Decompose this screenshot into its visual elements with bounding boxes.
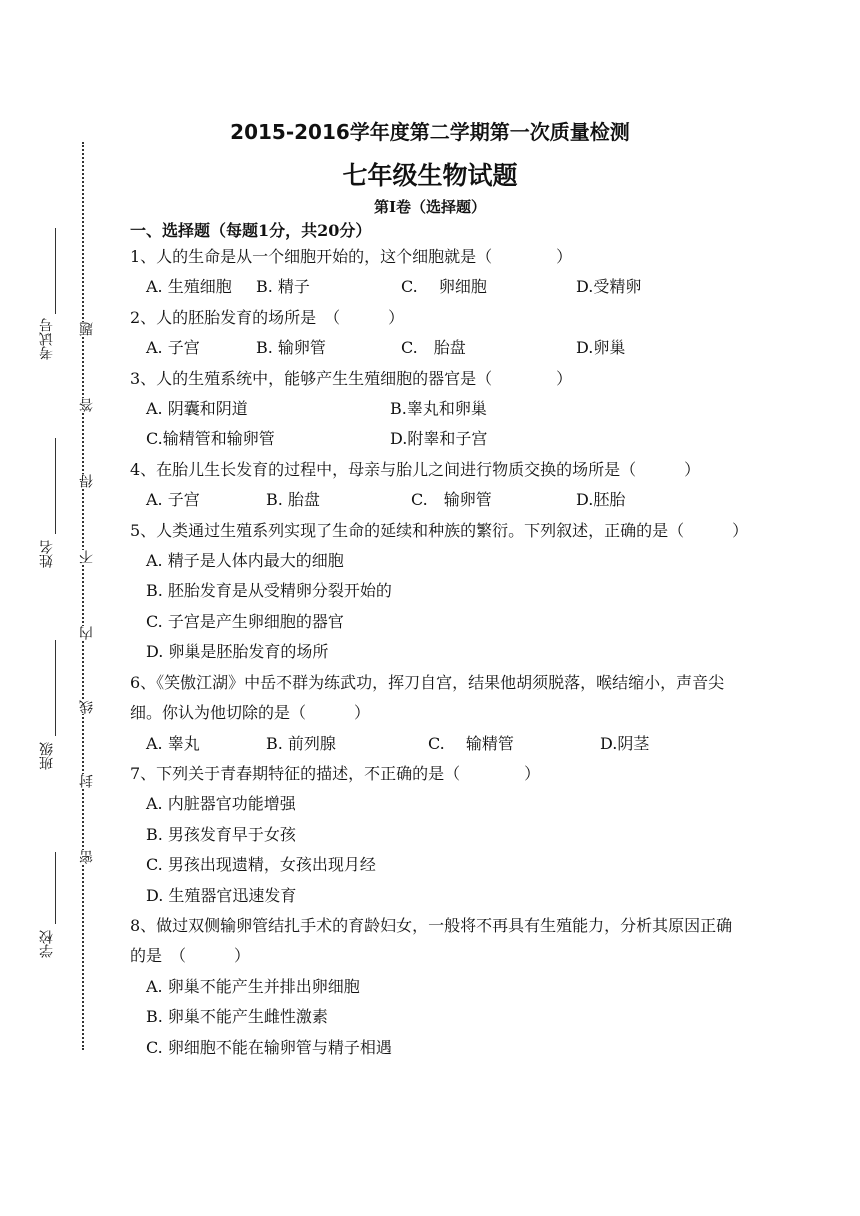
option-b: B. 前列腺	[266, 733, 336, 753]
option-row	[130, 424, 742, 454]
seal-char: 线	[79, 700, 95, 714]
question-stem: 5、人类通过生殖系列实现了生命的延续和种族的繁衍。下列叙述，正确的是（ ）	[130, 520, 749, 540]
student-name-blank	[55, 438, 56, 534]
option-c: C. 卵细胞不能在输卵管与精子相遇	[146, 1037, 392, 1057]
option-a: A. 子宫	[146, 490, 200, 510]
question-2	[130, 303, 742, 364]
option-b: B. 胚胎发育是从受精卵分裂开始的	[146, 581, 392, 601]
option-row	[130, 272, 742, 302]
part-heading: 第Ⅰ卷（选择题）	[373, 198, 487, 216]
binding-dotted-line	[82, 142, 84, 1050]
option-b: B.睾丸和卵巢	[390, 399, 487, 419]
exam-number-label: 考试号	[39, 318, 55, 360]
class-blank	[55, 640, 56, 736]
option-c: C. 男孩出现遗精，女孩出现月经	[146, 855, 376, 875]
section-heading: 一、选择题（每题1分，共20分）	[130, 221, 372, 240]
option-row	[130, 485, 742, 515]
question-8	[130, 911, 742, 1063]
option-b: B. 输卵管	[256, 338, 326, 358]
seal-char: 得	[79, 474, 95, 488]
option-c: C. 输精管	[428, 733, 514, 753]
option-row	[130, 394, 742, 424]
question-stem: 1、人的生命是从一个细胞开始的，这个细胞就是（ ）	[130, 247, 573, 266]
option-d: D. 卵巢是胚胎发育的场所	[146, 642, 329, 662]
school-label: 学校	[39, 930, 55, 958]
question-stem: 6、《笑傲江湖》中岳不群为练武功，挥刀自宫，结果他胡须脱落，喉结缩小，声音尖细。你认为他切除的是（ ）	[130, 672, 725, 723]
question-3	[130, 364, 742, 455]
option-c: C. 输卵管	[411, 490, 492, 510]
option-a: A. 内脏器官功能增强	[146, 794, 296, 814]
seal-char: 题	[79, 322, 95, 336]
question-4	[130, 455, 742, 516]
option-c: C. 卵细胞	[401, 277, 487, 297]
seal-char: 封	[79, 774, 95, 788]
student-name-label: 姓名	[39, 540, 55, 568]
question-stem: 8、做过双侧输卵管结扎手术的育龄妇女，一般将不再具有生殖能力，分析其原因正确的是 （ ）	[130, 915, 733, 966]
question-1	[130, 242, 742, 303]
seal-char: 答	[79, 398, 95, 412]
class-label: 班级	[39, 742, 55, 770]
option-d: D.卵巢	[576, 338, 626, 358]
option-a: A. 生殖细胞	[146, 277, 232, 297]
question-6	[130, 668, 742, 759]
seal-char: 密	[79, 850, 95, 864]
seal-char: 内	[79, 626, 95, 640]
option-a: A. 睾丸	[146, 733, 200, 753]
option-row	[130, 729, 742, 759]
question-stem: 3、人的生殖系统中，能够产生生殖细胞的器官是（ ）	[130, 368, 573, 388]
seal-char: 不	[79, 550, 95, 564]
question-stem: 4、在胎儿生长发育的过程中，母亲与胎儿之间进行物质交换的场所是（ ）	[130, 459, 701, 479]
exam-title: 2015-2016学年度第二学期第一次质量检测	[230, 120, 630, 144]
question-list	[130, 242, 749, 1063]
option-row	[130, 333, 742, 363]
question-stem: 2、人的胚胎发育的场所是 （ ）	[130, 307, 405, 327]
option-d: D.附睾和子宫	[390, 429, 488, 449]
exam-subtitle: 七年级生物试题	[342, 161, 518, 190]
school-blank	[55, 852, 56, 924]
option-a: A. 卵巢不能产生并排出卵细胞	[146, 976, 360, 996]
exam-number-blank	[55, 228, 56, 314]
option-a: A. 精子是人体内最大的细胞	[146, 551, 344, 571]
option-c: C.输精管和输卵管	[146, 429, 275, 449]
option-c: C. 子宫是产生卵细胞的器官	[146, 611, 344, 631]
option-d: D.受精卵	[576, 277, 642, 297]
option-d: D. 生殖器官迅速发育	[146, 885, 297, 905]
option-d: D.阴茎	[600, 733, 650, 753]
option-b: B. 胎盘	[266, 490, 320, 510]
question-stem: 7、下列关于青春期特征的描述，不正确的是（ ）	[130, 763, 541, 783]
option-a: A. 阴囊和阴道	[146, 399, 248, 419]
question-7	[130, 759, 742, 911]
option-c: C. 胎盘	[401, 338, 466, 358]
question-5	[130, 516, 749, 668]
option-d: D.胚胎	[576, 490, 626, 510]
option-a: A. 子宫	[146, 338, 200, 358]
option-b: B. 男孩发育早于女孩	[146, 824, 296, 844]
option-b: B. 精子	[256, 277, 310, 297]
option-b: B. 卵巢不能产生雌性激素	[146, 1007, 328, 1027]
